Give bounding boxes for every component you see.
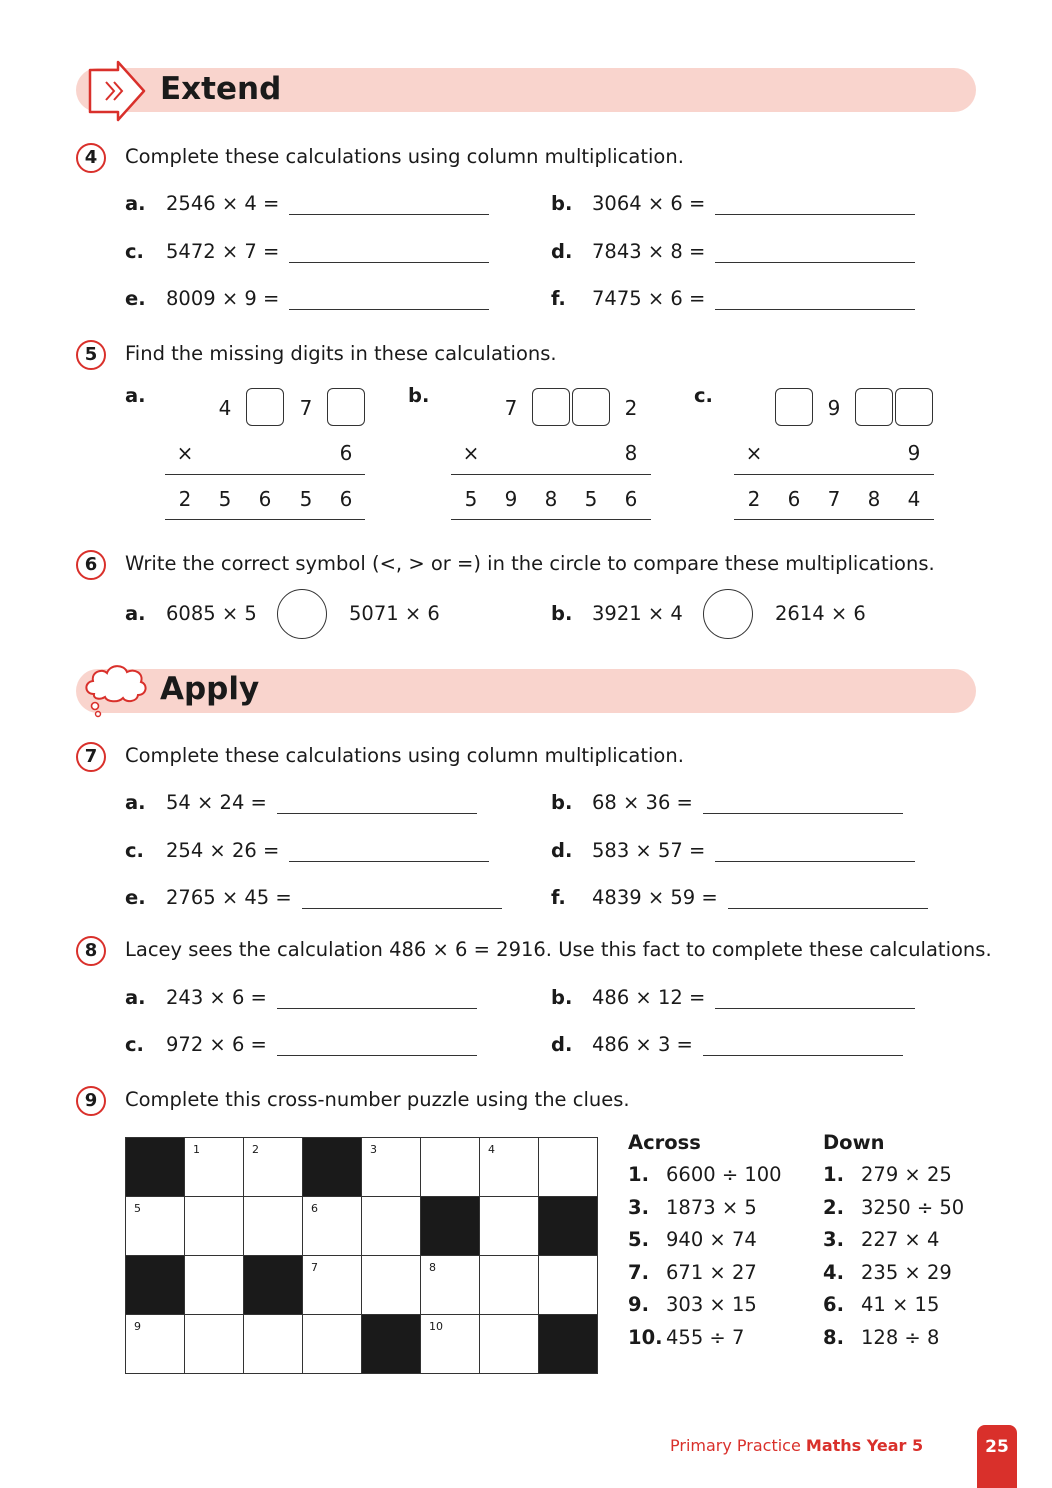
- calc-item: c. 254 × 26 =: [125, 839, 489, 862]
- sum-line: [165, 474, 365, 475]
- missing-digit-box[interactable]: [532, 388, 570, 426]
- answer-line[interactable]: [703, 795, 903, 814]
- black-cell: [539, 1197, 598, 1256]
- answer-line[interactable]: [277, 1037, 477, 1056]
- part-label: a.: [125, 384, 146, 407]
- digit: 9: [827, 396, 841, 420]
- thought-cloud-icon: [80, 656, 152, 720]
- grid-cell[interactable]: 8: [421, 1256, 480, 1315]
- digit: 5: [464, 487, 478, 511]
- compare-left: b. 3921 × 4: [551, 602, 683, 625]
- question-number: 9: [76, 1086, 106, 1116]
- grid-cell[interactable]: 3: [362, 1138, 421, 1197]
- question-number: 4: [76, 143, 106, 173]
- digit: 9: [504, 487, 518, 511]
- black-cell: [421, 1197, 480, 1256]
- black-cell: [126, 1138, 185, 1197]
- down-clue: 1. 279 × 25: [823, 1163, 952, 1186]
- digit: 4: [218, 396, 232, 420]
- question-number: 6: [76, 550, 106, 580]
- compare-circle[interactable]: [277, 589, 327, 639]
- calc-item: a. 54 × 24 =: [125, 791, 477, 814]
- times-sign: ×: [745, 441, 763, 465]
- calc-item: a. 243 × 6 =: [125, 986, 477, 1009]
- question-text: Complete these calculations using column multiplication.: [125, 145, 684, 168]
- grid-cell[interactable]: [480, 1256, 539, 1315]
- across-clue: 7. 671 × 27: [628, 1261, 757, 1284]
- part-label: b.: [408, 384, 430, 407]
- calc-item: a. 2546 × 4 =: [125, 192, 489, 215]
- black-cell: [126, 1256, 185, 1315]
- question-number: 5: [76, 340, 106, 370]
- cross-number-grid: [125, 1137, 598, 1374]
- digit: 7: [827, 487, 841, 511]
- double-chevron-arrow-icon: [86, 60, 148, 122]
- question-number: 7: [76, 742, 106, 772]
- footer-title: Primary Practice Maths Year 5: [670, 1436, 924, 1455]
- answer-line[interactable]: [715, 990, 915, 1009]
- down-clue: 4. 235 × 29: [823, 1261, 952, 1284]
- answer-line[interactable]: [728, 890, 928, 909]
- grid-cell[interactable]: [539, 1138, 598, 1197]
- down-clue: 2. 3250 ÷ 50: [823, 1196, 965, 1219]
- answer-line[interactable]: [277, 795, 477, 814]
- missing-digit-box[interactable]: [855, 388, 893, 426]
- black-cell: [362, 1315, 421, 1374]
- grid-cell[interactable]: [539, 1256, 598, 1315]
- missing-digit-box[interactable]: [895, 388, 933, 426]
- sum-line: [734, 474, 934, 475]
- answer-line[interactable]: [715, 196, 915, 215]
- black-cell: [303, 1138, 362, 1197]
- grid-cell[interactable]: [362, 1256, 421, 1315]
- across-clue: 3. 1873 × 5: [628, 1196, 757, 1219]
- digit: 4: [907, 487, 921, 511]
- across-clue: 5. 940 × 74: [628, 1228, 757, 1251]
- question-text: Lacey sees the calculation 486 × 6 = 2916. Use this fact to complete these calculations.: [125, 938, 992, 961]
- across-clue: 1. 6600 ÷ 100: [628, 1163, 782, 1186]
- missing-digit-box[interactable]: [572, 388, 610, 426]
- grid-cell[interactable]: [244, 1197, 303, 1256]
- missing-digit-box[interactable]: [775, 388, 813, 426]
- calc-item: e. 8009 × 9 =: [125, 287, 489, 310]
- section-title-apply: Apply: [160, 671, 260, 707]
- times-sign: ×: [176, 441, 194, 465]
- section-title-extend: Extend: [160, 71, 282, 107]
- answer-line[interactable]: [289, 843, 489, 862]
- sum-line: [165, 519, 365, 520]
- question-text: Complete this cross-number puzzle using the clues.: [125, 1088, 630, 1111]
- sum-line: [451, 474, 651, 475]
- answer-line[interactable]: [715, 291, 915, 310]
- digit: 7: [504, 396, 518, 420]
- grid-cell[interactable]: 10: [421, 1315, 480, 1374]
- sum-line: [451, 519, 651, 520]
- black-cell: [244, 1256, 303, 1315]
- digit: 6: [258, 487, 272, 511]
- calc-item: f. 4839 × 59 =: [551, 886, 928, 909]
- across-heading: Across: [628, 1131, 701, 1154]
- grid-cell[interactable]: 2: [244, 1138, 303, 1197]
- digit: 6: [339, 487, 353, 511]
- answer-line[interactable]: [302, 890, 502, 909]
- grid-cell[interactable]: 6: [303, 1197, 362, 1256]
- digit: 7: [299, 396, 313, 420]
- grid-cell[interactable]: 4: [480, 1138, 539, 1197]
- sum-line: [734, 519, 934, 520]
- grid-cell[interactable]: [303, 1315, 362, 1374]
- digit: 8: [867, 487, 881, 511]
- times-sign: ×: [462, 441, 480, 465]
- answer-line[interactable]: [277, 990, 477, 1009]
- grid-cell[interactable]: [480, 1315, 539, 1374]
- down-clue: 8. 128 ÷ 8: [823, 1326, 940, 1349]
- calc-item: d. 7843 × 8 =: [551, 240, 915, 263]
- digit: 8: [544, 487, 558, 511]
- calc-item: f. 7475 × 6 =: [551, 287, 915, 310]
- answer-line[interactable]: [289, 196, 489, 215]
- grid-cell[interactable]: [480, 1197, 539, 1256]
- digit: 6: [787, 487, 801, 511]
- missing-digit-box[interactable]: [327, 388, 365, 426]
- answer-line[interactable]: [289, 291, 489, 310]
- grid-cell[interactable]: [185, 1197, 244, 1256]
- grid-cell[interactable]: 7: [303, 1256, 362, 1315]
- answer-line[interactable]: [289, 244, 489, 263]
- digit: 9: [907, 441, 921, 465]
- question-text: Write the correct symbol (<, > or =) in the circle to compare these multiplications.: [125, 552, 935, 575]
- grid-cell[interactable]: [244, 1315, 303, 1374]
- down-clue: 6. 41 × 15: [823, 1293, 940, 1316]
- digit: 2: [747, 487, 761, 511]
- question-text: Complete these calculations using column multiplication.: [125, 744, 684, 767]
- compare-right: 2614 × 6: [775, 602, 866, 625]
- black-cell: [539, 1315, 598, 1374]
- question-text: Find the missing digits in these calculations.: [125, 342, 557, 365]
- across-clue: 10. 455 ÷ 7: [628, 1326, 745, 1349]
- compare-circle[interactable]: [703, 589, 753, 639]
- digit: 5: [218, 487, 232, 511]
- grid-cell[interactable]: [421, 1138, 480, 1197]
- calc-item: c. 972 × 6 =: [125, 1033, 477, 1056]
- down-heading: Down: [823, 1131, 885, 1154]
- answer-line[interactable]: [703, 1037, 903, 1056]
- compare-right: 5071 × 6: [349, 602, 440, 625]
- grid-cell[interactable]: [362, 1197, 421, 1256]
- calc-item: d. 486 × 3 =: [551, 1033, 903, 1056]
- digit: 2: [178, 487, 192, 511]
- question-number: 8: [76, 936, 106, 966]
- digit: 5: [299, 487, 313, 511]
- calc-item: b. 486 × 12 =: [551, 986, 915, 1009]
- digit: 2: [624, 396, 638, 420]
- missing-digit-box[interactable]: [246, 388, 284, 426]
- grid-cell[interactable]: 5: [126, 1197, 185, 1256]
- digit: 8: [624, 441, 638, 465]
- grid-cell[interactable]: [185, 1256, 244, 1315]
- grid-cell[interactable]: 1: [185, 1138, 244, 1197]
- calc-item: b. 3064 × 6 =: [551, 192, 915, 215]
- grid-cell[interactable]: 9: [126, 1315, 185, 1374]
- compare-left: a. 6085 × 5: [125, 602, 257, 625]
- part-label: c.: [694, 384, 713, 407]
- grid-cell[interactable]: [185, 1315, 244, 1374]
- answer-line[interactable]: [715, 244, 915, 263]
- down-clue: 3. 227 × 4: [823, 1228, 940, 1251]
- digit: 6: [624, 487, 638, 511]
- across-clue: 9. 303 × 15: [628, 1293, 757, 1316]
- calc-item: d. 583 × 57 =: [551, 839, 915, 862]
- calc-item: c. 5472 × 7 =: [125, 240, 489, 263]
- calc-item: e. 2765 × 45 =: [125, 886, 502, 909]
- page-number: 25: [977, 1425, 1017, 1488]
- answer-line[interactable]: [715, 843, 915, 862]
- digit: 6: [339, 441, 353, 465]
- digit: 5: [584, 487, 598, 511]
- calc-item: b. 68 × 36 =: [551, 791, 903, 814]
